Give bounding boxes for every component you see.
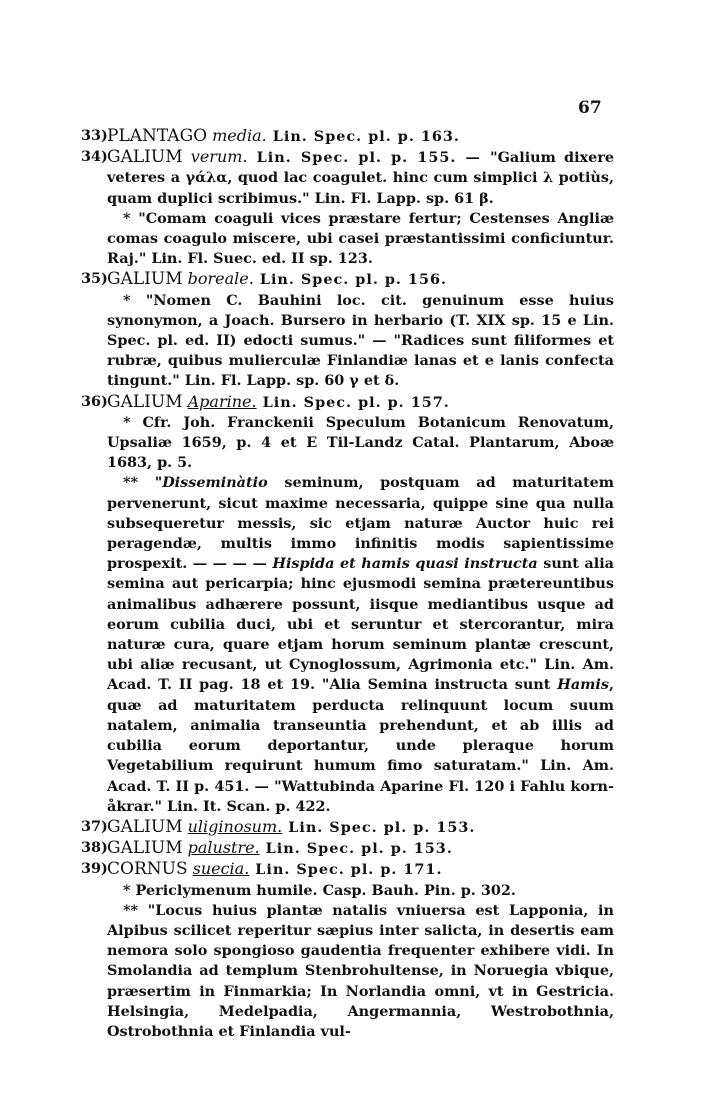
note-paragraph: * "Nomen C. Bauhini loc. cit. genuinum esse huius synonymon, a Joach. Bursero in herbario (T. XIX sp. 15 e Lin. Spec. pl. ed. II) edocti sumus." — "Radices sunt filiformes et rubræ, quibus mulierculæ Finlandiæ lanas et e lanis confecta tingunt." Lin. Fl. Lapp. sp. 60 γ et δ. (107, 291, 614, 390)
genus-name: CORNUS (107, 859, 188, 880)
entry-number: 33) (81, 127, 108, 144)
citation: Lin. Spec. pl. p. 153. (259, 840, 453, 858)
species-name: uliginosum. (187, 816, 283, 836)
entry-number: 37) (81, 817, 108, 835)
entry-number: 39) (81, 860, 108, 878)
note-paragraph: * Periclymenum humile. Casp. Bauh. Pin. p. 302. (123, 881, 516, 899)
entry-number: 36) (81, 392, 108, 410)
entry-heading (107, 269, 614, 290)
text-body (81, 126, 614, 1042)
citation: Lin. Spec. pl. p. 155. — (247, 149, 491, 167)
page-number: 67 (578, 98, 602, 118)
entry-36 (81, 392, 614, 817)
citation: Lin. Spec. pl. p. 153. (282, 818, 476, 836)
species-name: media. (212, 126, 267, 145)
species-name: boreale. (187, 269, 254, 289)
entry-heading (107, 147, 614, 209)
genus-name: GALIUM (107, 269, 183, 290)
entry-number: 35) (81, 270, 108, 288)
italic-term: Hamis (557, 676, 609, 694)
note-paragraph (107, 473, 614, 816)
note-text: sunt alia semina aut pericarpia; hinc ejusmodi semina prætereuntibus animalibus adhærere possunt, iisque mediantibus usque ad eorum cubilia duci, ubi et seruntur et stercorantur, mira naturæ cura, quare etjam horum seminum plantæ crescunt, ubi aliæ recusant, ut Cynoglossum, Agrimonia etc." Lin. Am. Acad. T. II pag. 18 et 19. "Alia Semina instructa sunt (107, 555, 614, 694)
entry-heading (107, 838, 614, 859)
note-paragraph: ** "Locus huius plantæ natalis vniuersa est Lapponia, in Alpibus scilicet reperitur sæpius inter salicta, in desertis eam nemora solo spongioso gaudentia frequenter exhibere vidi. In Smolandia ad templum Stenbrohultense, in Noruegia vbique, præsertim in Finmarkia; In Norlandia omni, vt in Gestricia. Helsingia, Medelpadia, Angermannia, Westrobothnia, Ostrobothnia et Finlandia vul- (107, 901, 614, 1040)
entry-35 (81, 269, 614, 391)
note-paragraph: "Galium dixere veteres a γάλα, quod lac coagulet. hinc cum simplici λ potiùs, quam duplici scribimus." Lin. Fl. Lapp. sp. 61 β. (107, 149, 615, 207)
citation: Lin. Spec. pl. p. 171. (249, 861, 443, 879)
entry-37 (81, 817, 614, 838)
genus-name: PLANTAGO (107, 126, 208, 146)
species-name: palustre. (187, 838, 260, 858)
genus-name: GALIUM (107, 838, 183, 859)
note-paragraph: * "Comam coaguli vices præstare fertur; Cestenses Angliæ comas coagulo miscere, ubi casei præstantissimi conficiuntur. Raj." Lin. Fl. Suec. ed. II sp. 123. (107, 209, 614, 268)
note-text: , quæ ad maturitatem perducta relinquunt locum suum natalem, animalia transeuntia prehendunt, et ab illis ad cubilia eorum deportantur, unde pleraque horum Vegetabilium requirunt humum fimo saturatam." Lin. Am. Acad. T. II p. 451. — "Wattubinda Aparine Fl. 120 i Fahlu korn-åkrar." Lin. It. Scan. p. 422. (107, 676, 614, 815)
citation: Lin. Spec. pl. p. 163. (266, 128, 460, 145)
genus-name: GALIUM (107, 147, 183, 168)
italic-term: Disseminàtio (162, 474, 268, 492)
species-name: suecia. (192, 859, 250, 879)
entry-33 (81, 126, 614, 147)
citation: Lin. Spec. pl. p. 156. (253, 271, 447, 289)
citation: Lin. Spec. pl. p. 157. (256, 393, 450, 411)
entry-number: 34) (81, 148, 108, 166)
entry-number: 38) (81, 839, 108, 857)
species-name: verum. (190, 147, 248, 167)
entry-heading (107, 392, 614, 413)
italic-term: Hispida et hamis quasi instructa (272, 555, 538, 573)
entry-39 (81, 859, 614, 1042)
genus-name: GALIUM (107, 391, 183, 412)
note-text: ** " (123, 474, 163, 492)
note-paragraph: * Cfr. Joh. Franckenii Speculum Botanicum Renovatum, Upsaliæ 1659, p. 4 et E Til-Landz Catal. Plantarum, Aboæ 1683, p. 5. (107, 413, 614, 472)
entry-38 (81, 838, 614, 859)
entry-34 (81, 147, 614, 269)
note-text: seminum, postquam ad maturitatem pervenerunt, sicut maxime necessaria, quippe sine qua nulla subsequeretur messis, sic etjam naturæ Auctor huic rei peragendæ, multis immo infinitis modis sapientissime prospexit. — — — — (107, 474, 614, 573)
entry-heading (107, 859, 614, 880)
entry-heading (107, 817, 614, 838)
genus-name: GALIUM (107, 816, 183, 837)
species-name: Aparine. (187, 391, 257, 411)
entry-heading (107, 126, 614, 147)
